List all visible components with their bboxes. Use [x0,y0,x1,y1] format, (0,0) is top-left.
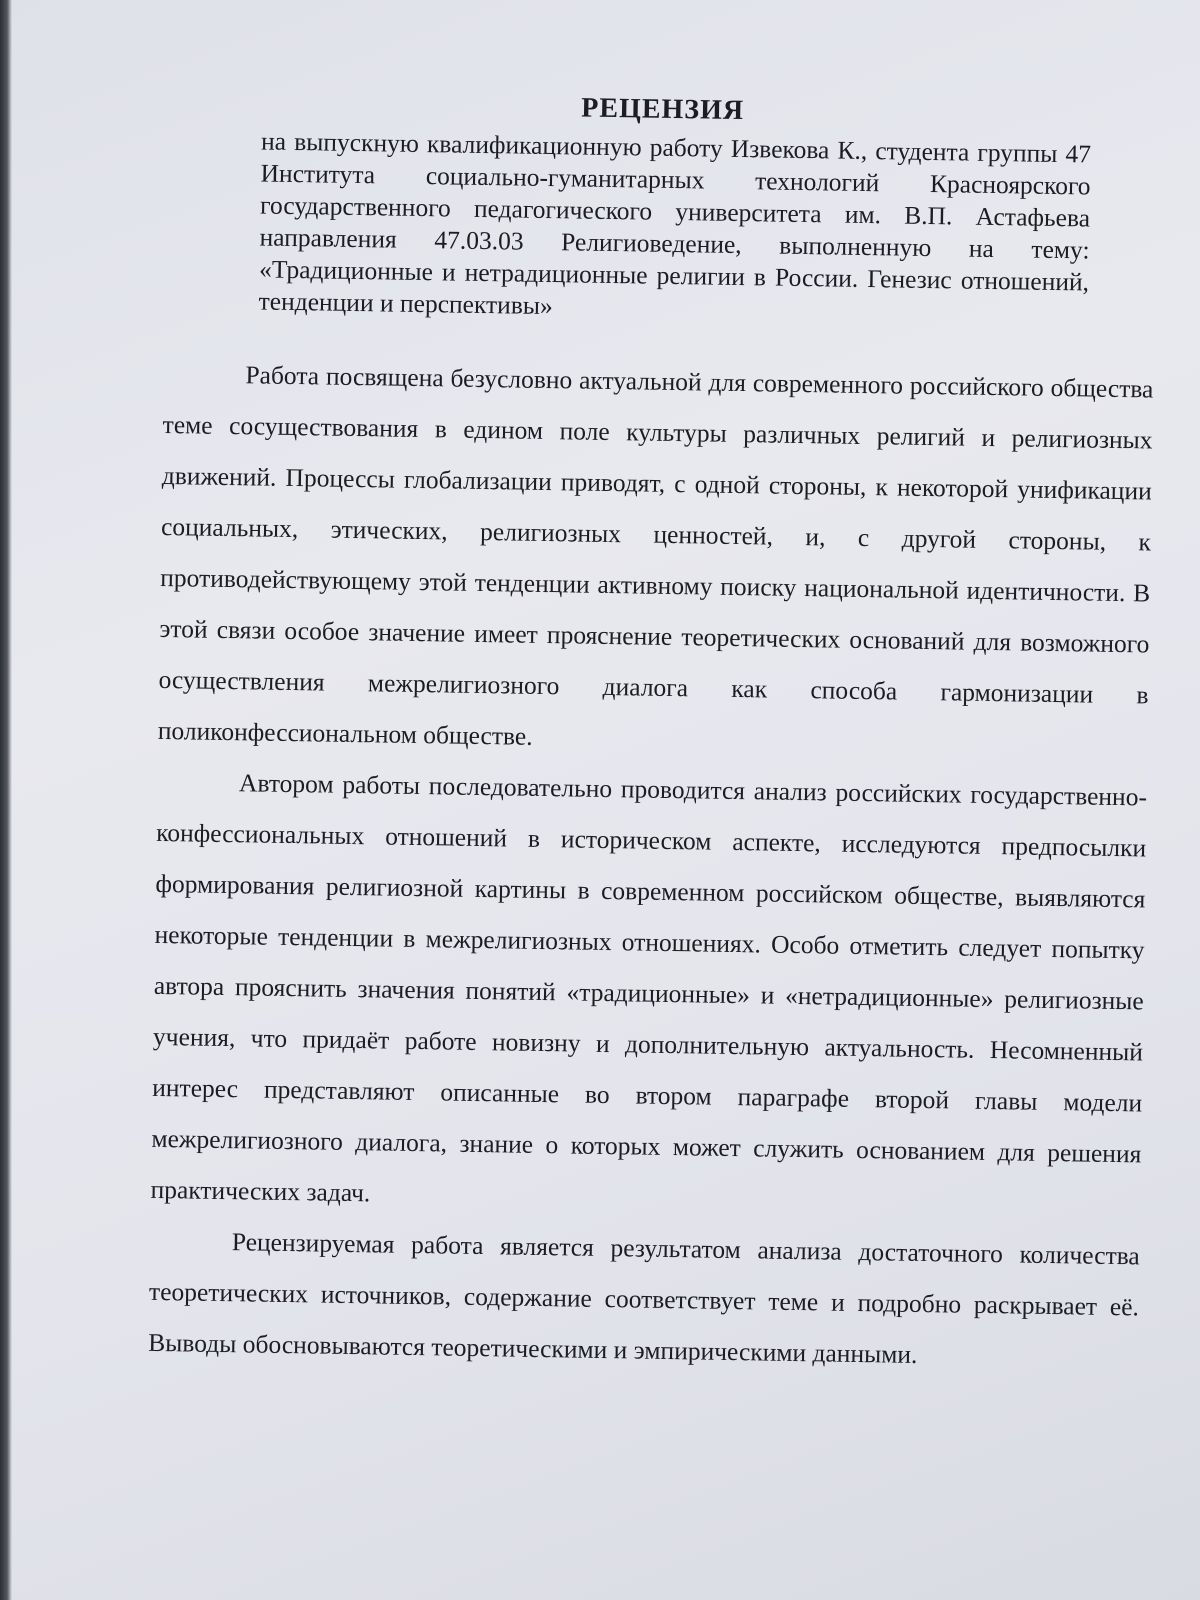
document-title: РЕЦЕНЗИЯ [581,92,745,127]
document-subtitle: на выпускную квалификационную работу Извекова К., студента группы 47 Института социально-гуманитарных технологий Красноярского государственного педагогического университета им. В.П. Астафьева направления 47.03.03 Религиоведение, выполненную на тему: «Традиционные и нетрадиционные религии в России. Генезис отношений, тенденции и перспективы» [258,126,1092,321]
page-shadow-edge [0,0,12,1600]
paragraph-2: Автором работы последовательно проводится анализ российских государственно-конфессиональных отношений в историческом аспекте, исследуются предпосылки формирования религиозной картины в современном российском обществе, выявляются некоторые тенденции в межрелигиозных отношениях. Особо отметить следует попытку автора прояснить значения понятий «традиционные» и «нетрадиционные» религиозные учения, что придаёт работе новизну и дополнительную актуальность. Несомненный интерес представляют описанные во втором параграфе второй главы модели межрелигиозного диалога, знание о которых может служить основанием для решения практических задач. [150,768,1148,1208]
document-body [148,86,1158,1383]
paragraph-3: Рецензируемая работа является результатом анализа достаточного количества теоретических источников, содержание соответствует теме и подробно раскрывает её. Выводы обосновываются теоретическими и эмпирическими данными. [148,1227,1140,1369]
paragraph-1: Работа посвящена безусловно актуальной для современного российского общества теме сосуществования в едином поле культуры различных религий и религиозных движений. Процессы глобализации приводят, с одной стороны, к некоторой унификации социальных, этических, религиозных ценностей, и, с другой стороны, к противодействующему этой тенденции активному поиску национальной идентичности. В этой связи особое значение имеет прояснение теоретических оснований для возможного осуществления межрелигиозного диалога как способа гармонизации в поликонфессиональном обществе. [157,360,1154,751]
